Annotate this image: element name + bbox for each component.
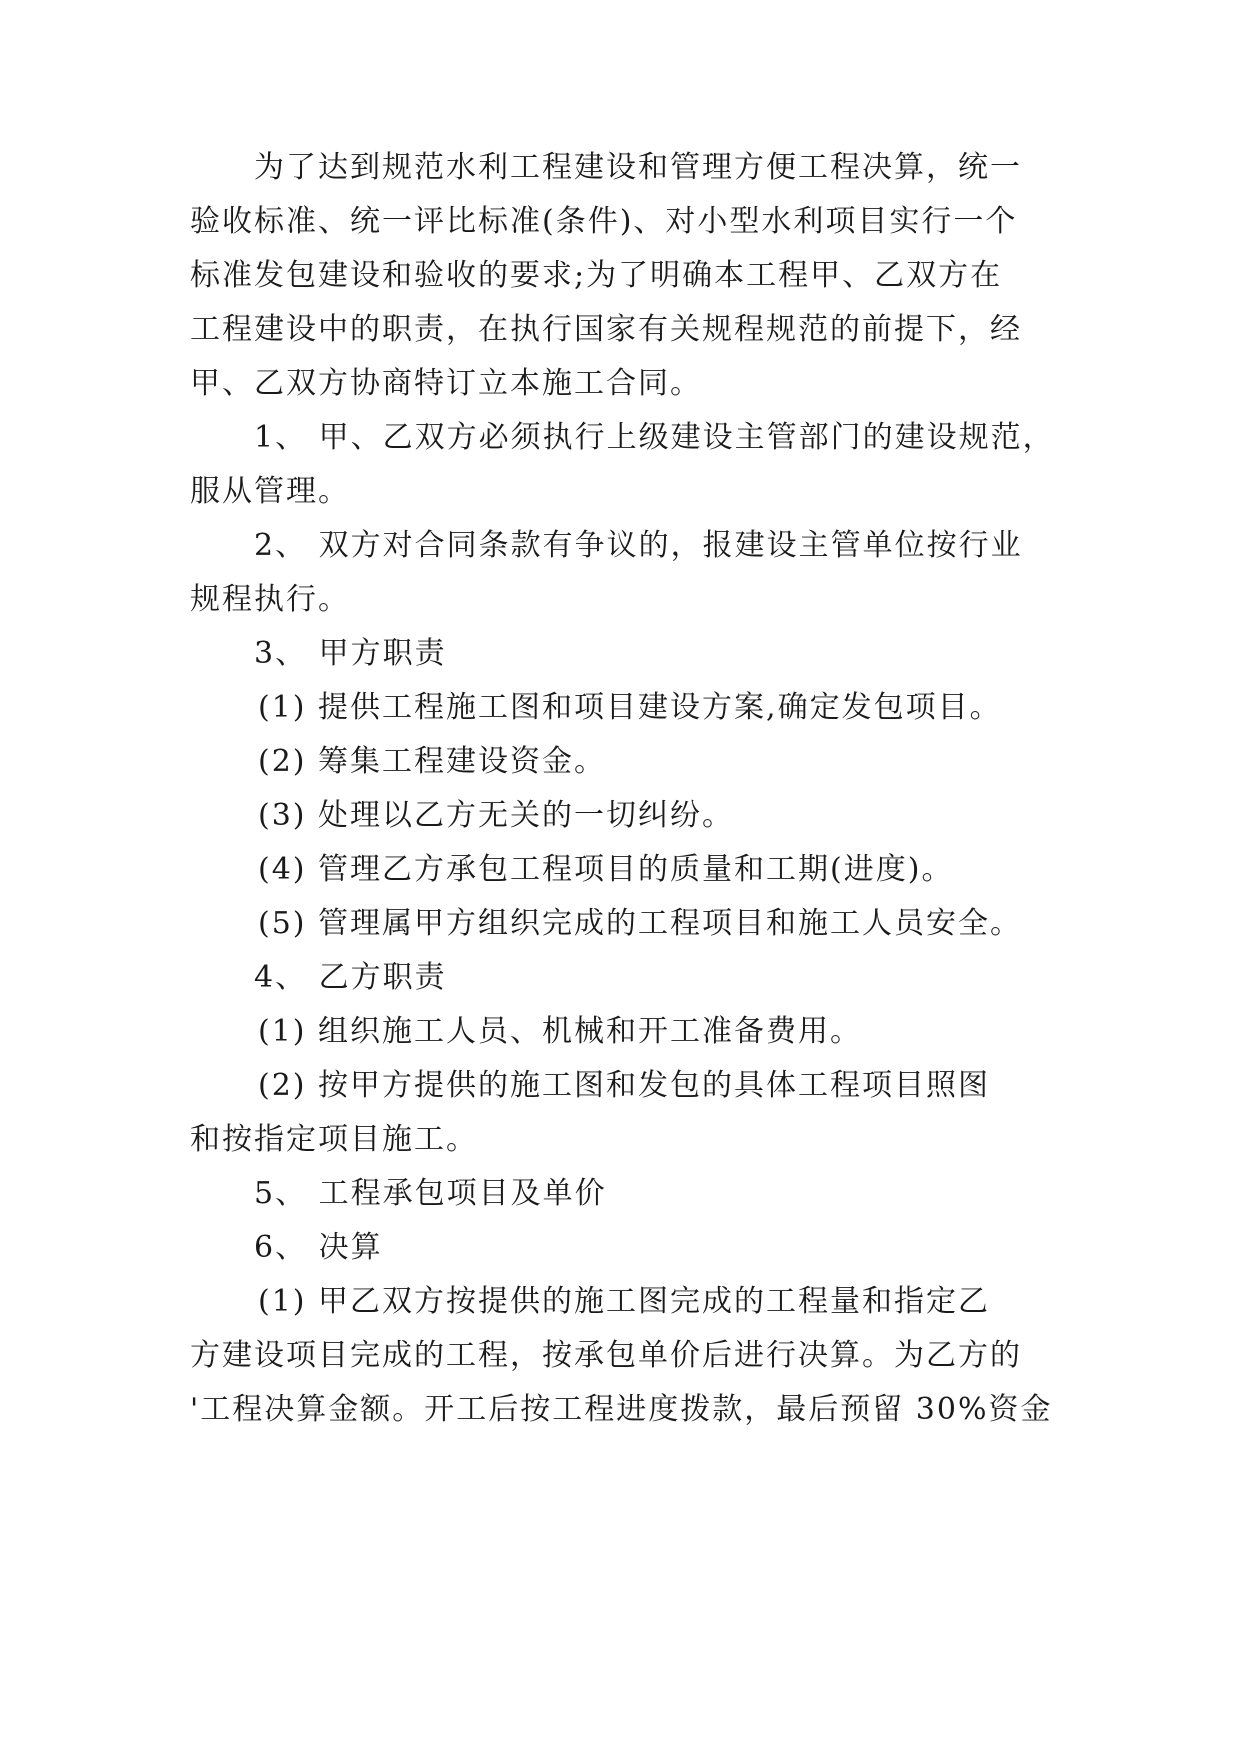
clause-1-line-1: 1、 甲、乙双方必须执行上级建设主管部门的建设规范， (254, 420, 1055, 455)
clause-4-item-2-line-2: 和按指定项目施工。 (190, 1122, 478, 1157)
clause-6-item-1-line-2: 方建设项目完成的工程，按承包单价后进行决算。为乙方的 (190, 1338, 1022, 1373)
clause-4-item-2-line-1: (2) 按甲方提供的施工图和发包的具体工程项目照图 (258, 1068, 991, 1103)
clause-6-item-1-line-1: (1) 甲乙双方按提供的施工图完成的工程量和指定乙 (258, 1284, 991, 1319)
paragraph-line-1: 为了达到规范水利工程建设和管理方便工程决算，统一 (254, 150, 1022, 185)
clause-3-item-4: (4) 管理乙方承包工程项目的质量和工期(进度)。 (258, 852, 954, 887)
clause-3-item-3: (3) 处理以乙方无关的一切纠纷。 (258, 798, 735, 833)
clause-1-line-2: 服从管理。 (190, 474, 350, 509)
clause-4-heading: 4、 乙方职责 (254, 960, 447, 995)
clause-6-heading: 6、 决算 (254, 1230, 383, 1265)
clause-5-heading: 5、 工程承包项目及单价 (254, 1176, 607, 1211)
clause-3-item-2: (2) 筹集工程建设资金。 (258, 744, 607, 779)
paragraph-line-2: 验收标准、统一评比标准(条件)、对小型水利项目实行一个 (190, 204, 1018, 239)
clause-6-item-1-line-3: '工程决算金额。开工后按工程进度拨款，最后预留 30%资金 (190, 1392, 1053, 1427)
clause-3-item-1: (1) 提供工程施工图和项目建设方案,确定发包项目。 (258, 690, 1002, 725)
paragraph-line-3: 标准发包建设和验收的要求;为了明确本工程甲、乙双方在 (190, 258, 1003, 293)
clause-2-line-2: 规程执行。 (190, 582, 350, 617)
clause-3-item-5: (5) 管理属甲方组织完成的工程项目和施工人员安全。 (258, 906, 1023, 941)
clause-2-line-1: 2、 双方对合同条款有争议的，报建设主管单位按行业 (254, 528, 1023, 563)
clause-3-heading: 3、 甲方职责 (254, 636, 447, 671)
clause-4-item-1: (1) 组织施工人员、机械和开工准备费用。 (258, 1014, 863, 1049)
paragraph-line-5: 甲、乙双方协商特订立本施工合同。 (190, 366, 702, 401)
paragraph-line-4: 工程建设中的职责，在执行国家有关规程规范的前提下，经 (190, 312, 1022, 347)
